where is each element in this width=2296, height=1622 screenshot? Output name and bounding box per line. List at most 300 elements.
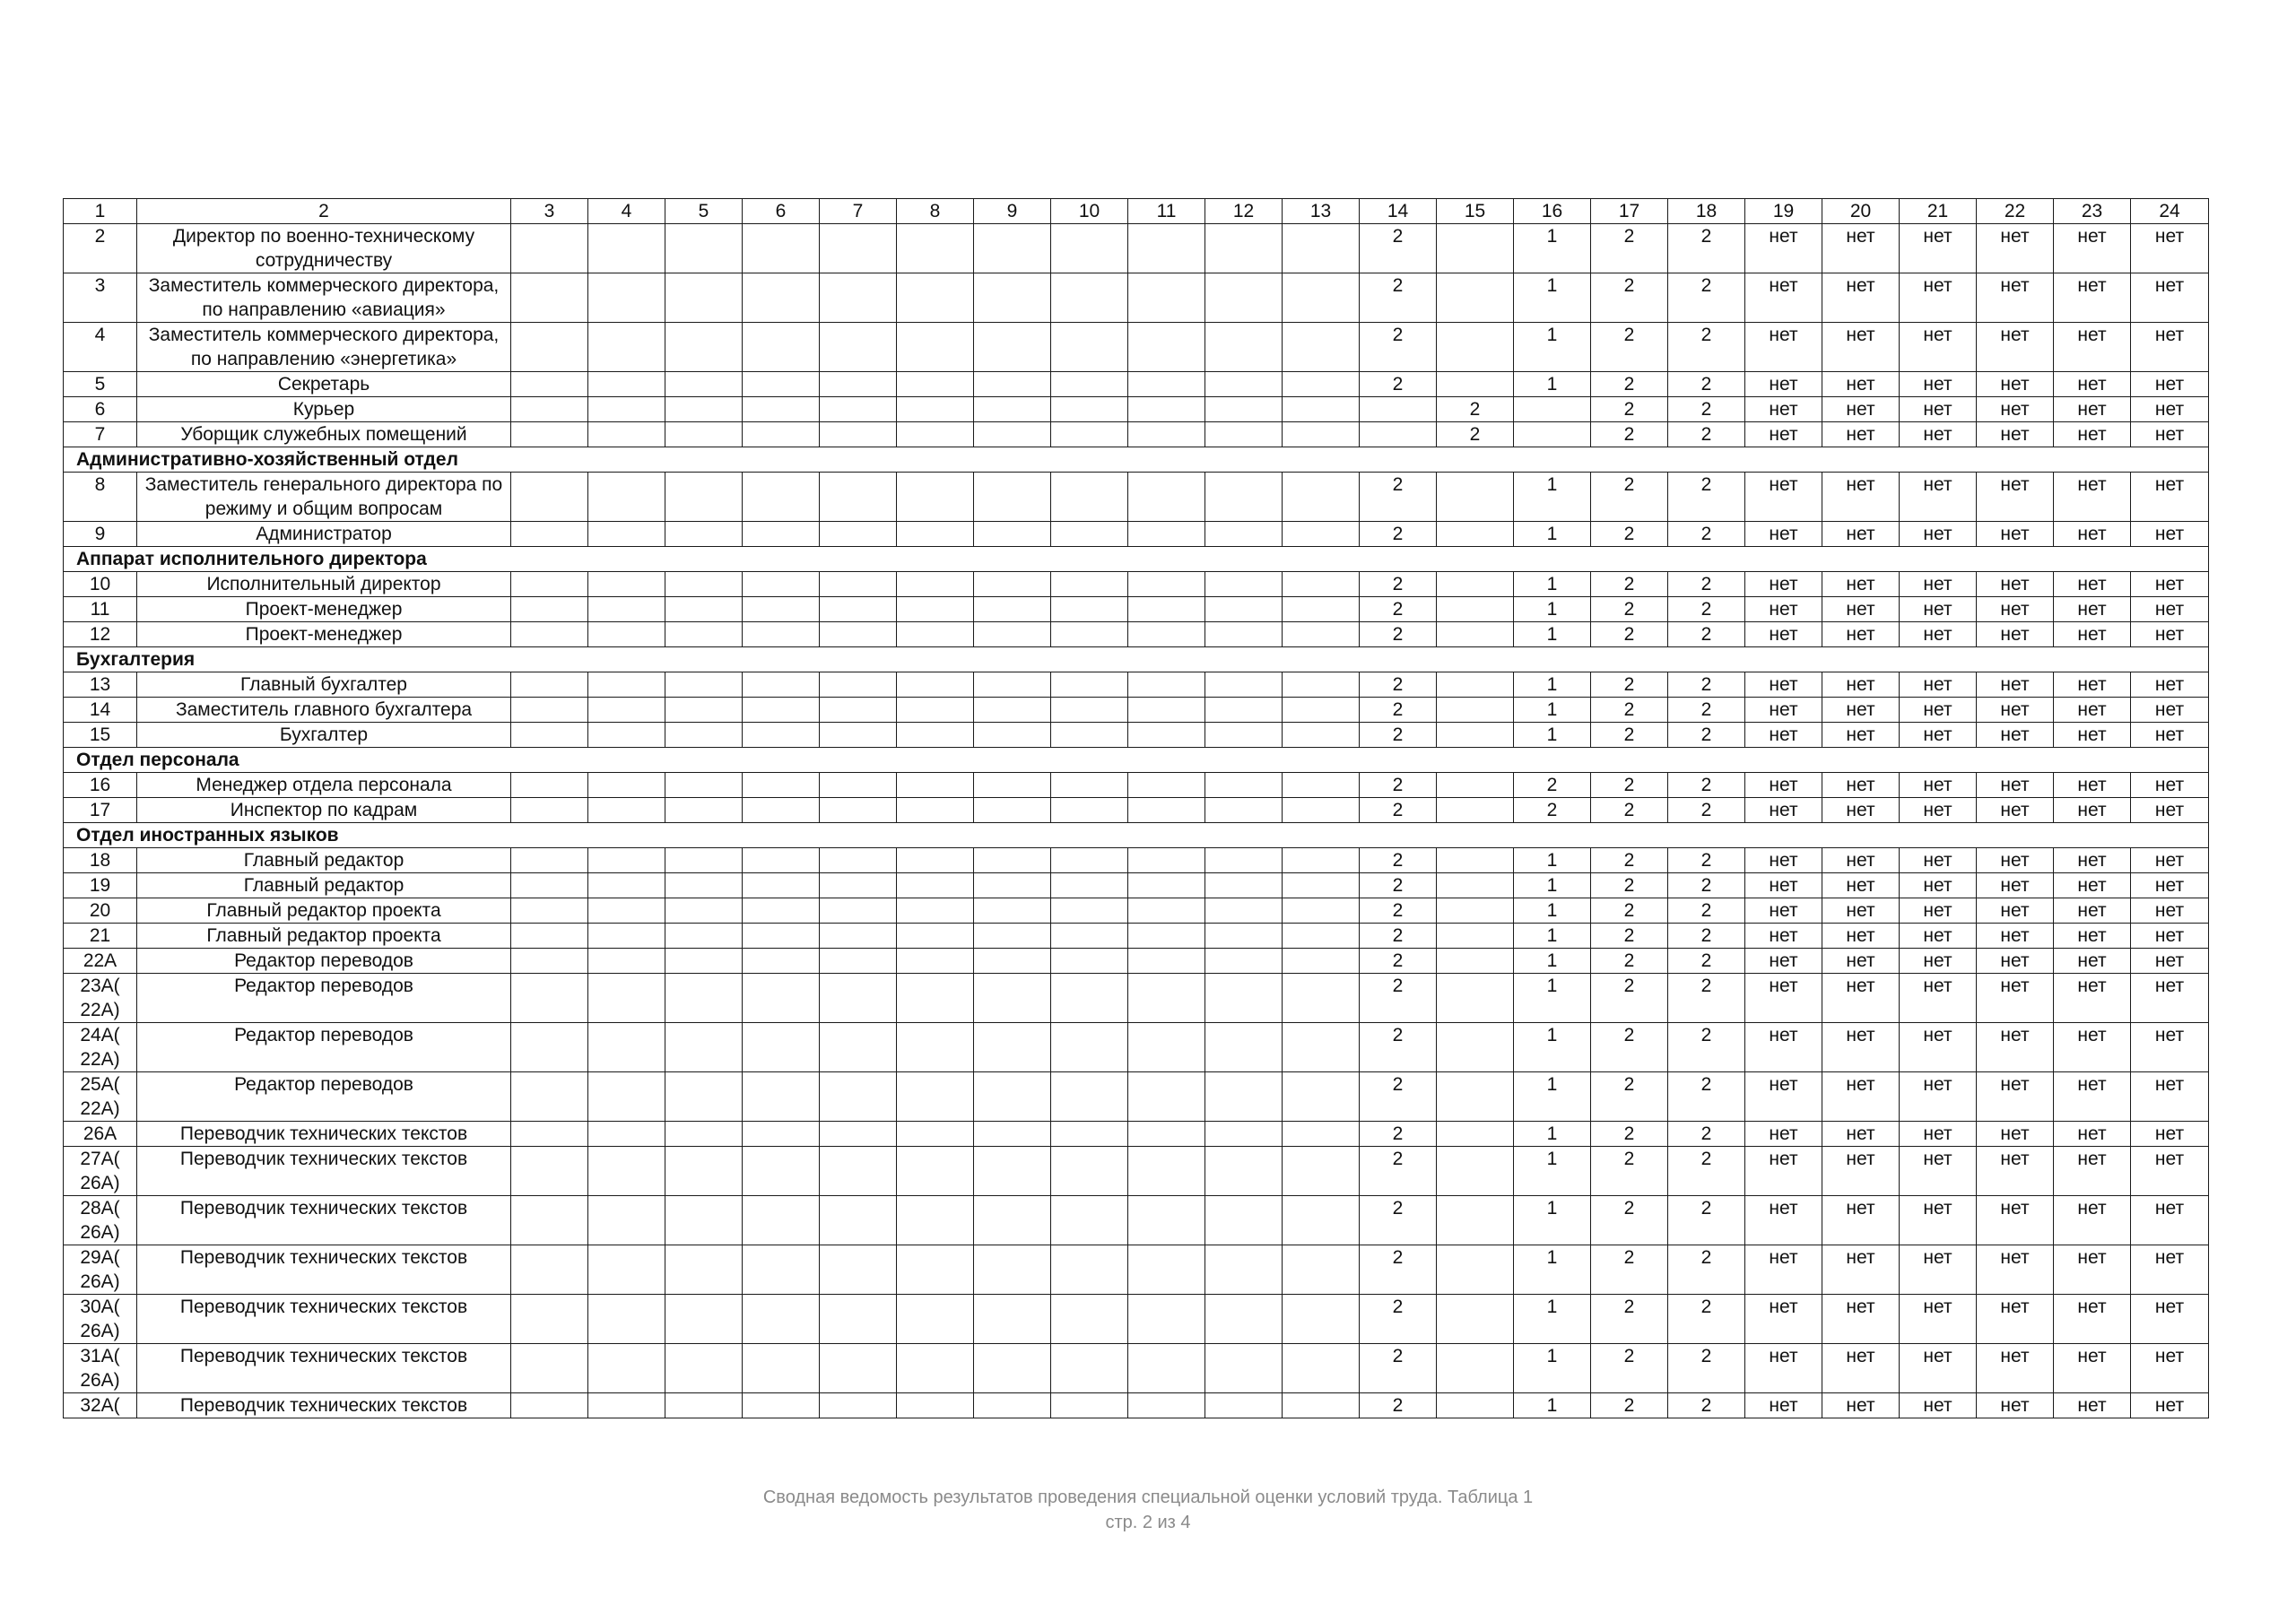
empty-cell: [1205, 898, 1283, 924]
value-cell-15: [1437, 224, 1514, 273]
value-cell-24: нет: [2131, 397, 2209, 422]
header-cell: 8: [897, 199, 974, 224]
value-cell-22: нет: [1977, 798, 2054, 823]
value-cell-17: 2: [1591, 273, 1668, 323]
empty-cell: [588, 949, 665, 974]
empty-cell: [743, 672, 820, 698]
value-cell-16: 1: [1514, 473, 1591, 522]
empty-cell: [1205, 1344, 1283, 1393]
empty-cell: [1128, 422, 1205, 447]
value-cell-23: нет: [2054, 572, 2131, 597]
value-cell-18: 2: [1668, 224, 1745, 273]
value-cell-17: 2: [1591, 323, 1668, 372]
value-cell-15: [1437, 798, 1514, 823]
empty-cell: [1205, 622, 1283, 647]
value-cell-18: 2: [1668, 597, 1745, 622]
value-cell-17: 2: [1591, 672, 1668, 698]
empty-cell: [1128, 572, 1205, 597]
value-cell-23: нет: [2054, 1023, 2131, 1072]
empty-cell: [588, 597, 665, 622]
table-row: [64, 949, 2209, 974]
value-cell-20: нет: [1822, 1147, 1900, 1196]
empty-cell: [1051, 974, 1128, 1023]
table-row: [64, 898, 2209, 924]
value-cell-16: [1514, 397, 1591, 422]
value-cell-23: нет: [2054, 974, 2131, 1023]
empty-cell: [820, 974, 897, 1023]
value-cell-17: 2: [1591, 572, 1668, 597]
value-cell-14: 2: [1360, 898, 1437, 924]
empty-cell: [897, 798, 974, 823]
empty-cell: [511, 1072, 588, 1122]
value-cell-24: нет: [2131, 672, 2209, 698]
value-cell-20: нет: [1822, 422, 1900, 447]
empty-cell: [743, 1023, 820, 1072]
header-cell: 4: [588, 199, 665, 224]
value-cell-14: 2: [1360, 873, 1437, 898]
table-row: [64, 1344, 2209, 1393]
empty-cell: [1051, 1295, 1128, 1344]
value-cell-23: нет: [2054, 873, 2131, 898]
value-cell-21: нет: [1900, 1147, 1977, 1196]
value-cell-21: нет: [1900, 1023, 1977, 1072]
empty-cell: [820, 873, 897, 898]
empty-cell: [897, 723, 974, 748]
value-cell-14: 2: [1360, 848, 1437, 873]
empty-cell: [1128, 848, 1205, 873]
empty-cell: [1283, 898, 1360, 924]
empty-cell: [1051, 224, 1128, 273]
value-cell-15: [1437, 898, 1514, 924]
empty-cell: [1283, 798, 1360, 823]
value-cell-19: нет: [1745, 798, 1822, 823]
empty-cell: [820, 1196, 897, 1245]
value-cell-20: нет: [1822, 924, 1900, 949]
value-cell-19: нет: [1745, 773, 1822, 798]
value-cell-16: 1: [1514, 1393, 1591, 1418]
empty-cell: [743, 323, 820, 372]
empty-cell: [743, 1245, 820, 1295]
empty-cell: [1283, 422, 1360, 447]
table-row: [64, 1245, 2209, 1295]
row-number: 21: [64, 924, 137, 949]
empty-cell: [665, 1245, 743, 1295]
empty-cell: [1128, 622, 1205, 647]
empty-cell: [511, 323, 588, 372]
empty-cell: [743, 572, 820, 597]
empty-cell: [1205, 1295, 1283, 1344]
value-cell-24: нет: [2131, 323, 2209, 372]
empty-cell: [1128, 898, 1205, 924]
empty-cell: [588, 773, 665, 798]
empty-cell: [1051, 1147, 1128, 1196]
empty-cell: [897, 473, 974, 522]
value-cell-15: [1437, 1147, 1514, 1196]
value-cell-17: 2: [1591, 473, 1668, 522]
value-cell-17: 2: [1591, 397, 1668, 422]
row-number: 14: [64, 698, 137, 723]
value-cell-21: нет: [1900, 323, 1977, 372]
empty-cell: [820, 522, 897, 547]
value-cell-21: нет: [1900, 372, 1977, 397]
value-cell-24: нет: [2131, 273, 2209, 323]
empty-cell: [588, 1295, 665, 1344]
value-cell-19: нет: [1745, 397, 1822, 422]
section-title: Аппарат исполнительного директора: [64, 547, 2209, 572]
header-cell: 6: [743, 199, 820, 224]
table-row: [64, 974, 2209, 1023]
table-row: [64, 798, 2209, 823]
row-number: 24А( 22А): [64, 1023, 137, 1072]
empty-cell: [974, 1147, 1051, 1196]
value-cell-16: 1: [1514, 898, 1591, 924]
empty-cell: [1128, 397, 1205, 422]
value-cell-21: нет: [1900, 597, 1977, 622]
empty-cell: [1283, 1245, 1360, 1295]
empty-cell: [1283, 372, 1360, 397]
empty-cell: [1283, 924, 1360, 949]
header-row: [64, 199, 2209, 224]
empty-cell: [1051, 572, 1128, 597]
empty-cell: [511, 798, 588, 823]
value-cell-23: нет: [2054, 848, 2131, 873]
empty-cell: [1128, 773, 1205, 798]
value-cell-14: 2: [1360, 1196, 1437, 1245]
value-cell-16: 1: [1514, 597, 1591, 622]
empty-cell: [897, 224, 974, 273]
value-cell-24: нет: [2131, 422, 2209, 447]
position-name: Переводчик технических текстов: [137, 1122, 511, 1147]
value-cell-14: 2: [1360, 273, 1437, 323]
empty-cell: [588, 848, 665, 873]
empty-cell: [743, 924, 820, 949]
value-cell-23: нет: [2054, 372, 2131, 397]
empty-cell: [1051, 372, 1128, 397]
value-cell-14: 2: [1360, 1295, 1437, 1344]
value-cell-23: нет: [2054, 773, 2131, 798]
empty-cell: [820, 698, 897, 723]
value-cell-22: нет: [1977, 1344, 2054, 1393]
empty-cell: [1128, 1072, 1205, 1122]
empty-cell: [665, 873, 743, 898]
empty-cell: [897, 924, 974, 949]
empty-cell: [1205, 798, 1283, 823]
value-cell-14: 2: [1360, 323, 1437, 372]
value-cell-21: нет: [1900, 898, 1977, 924]
value-cell-24: нет: [2131, 1196, 2209, 1245]
row-number: 7: [64, 422, 137, 447]
empty-cell: [820, 273, 897, 323]
value-cell-22: нет: [1977, 672, 2054, 698]
value-cell-14: 2: [1360, 1023, 1437, 1072]
value-cell-21: нет: [1900, 949, 1977, 974]
value-cell-22: нет: [1977, 848, 2054, 873]
value-cell-14: 2: [1360, 1245, 1437, 1295]
table-row: [64, 597, 2209, 622]
value-cell-21: нет: [1900, 522, 1977, 547]
empty-cell: [1051, 1245, 1128, 1295]
row-number: 11: [64, 597, 137, 622]
sheet: [63, 198, 2198, 1418]
value-cell-20: нет: [1822, 672, 1900, 698]
empty-cell: [974, 698, 1051, 723]
empty-cell: [1128, 1122, 1205, 1147]
value-cell-14: 2: [1360, 672, 1437, 698]
empty-cell: [1205, 473, 1283, 522]
empty-cell: [743, 1072, 820, 1122]
position-name: Менеджер отдела персонала: [137, 773, 511, 798]
position-name: Бухгалтер: [137, 723, 511, 748]
empty-cell: [897, 273, 974, 323]
empty-cell: [665, 672, 743, 698]
position-name: Директор по военно-техническому сотрудничеству: [137, 224, 511, 273]
empty-cell: [897, 1196, 974, 1245]
page-number: стр. 2 из 4: [1105, 1513, 1191, 1532]
empty-cell: [897, 873, 974, 898]
value-cell-20: нет: [1822, 873, 1900, 898]
header-cell: 18: [1668, 199, 1745, 224]
value-cell-22: нет: [1977, 397, 2054, 422]
empty-cell: [820, 1295, 897, 1344]
header-cell: 15: [1437, 199, 1514, 224]
empty-cell: [665, 848, 743, 873]
value-cell-21: нет: [1900, 773, 1977, 798]
table-row: [64, 698, 2209, 723]
value-cell-14: 2: [1360, 622, 1437, 647]
empty-cell: [588, 473, 665, 522]
empty-cell: [820, 773, 897, 798]
value-cell-22: нет: [1977, 1295, 2054, 1344]
empty-cell: [1128, 1147, 1205, 1196]
value-cell-17: 2: [1591, 873, 1668, 898]
value-cell-24: нет: [2131, 848, 2209, 873]
row-number: 2: [64, 224, 137, 273]
row-number: 17: [64, 798, 137, 823]
value-cell-14: 2: [1360, 1147, 1437, 1196]
value-cell-23: нет: [2054, 924, 2131, 949]
value-cell-22: нет: [1977, 1196, 2054, 1245]
empty-cell: [1205, 224, 1283, 273]
value-cell-15: [1437, 273, 1514, 323]
section-title: Бухгалтерия: [64, 647, 2209, 672]
empty-cell: [1128, 873, 1205, 898]
value-cell-22: нет: [1977, 622, 2054, 647]
empty-cell: [1128, 1344, 1205, 1393]
value-cell-16: 1: [1514, 224, 1591, 273]
row-number: 30А( 26А): [64, 1295, 137, 1344]
empty-cell: [665, 1122, 743, 1147]
empty-cell: [897, 1245, 974, 1295]
value-cell-18: 2: [1668, 323, 1745, 372]
empty-cell: [511, 1393, 588, 1418]
position-name: Переводчик технических текстов: [137, 1295, 511, 1344]
empty-cell: [1128, 798, 1205, 823]
empty-cell: [974, 397, 1051, 422]
empty-cell: [1051, 522, 1128, 547]
page-footer: [0, 1485, 2296, 1535]
empty-cell: [820, 1023, 897, 1072]
empty-cell: [1283, 622, 1360, 647]
value-cell-21: нет: [1900, 698, 1977, 723]
value-cell-22: нет: [1977, 1122, 2054, 1147]
empty-cell: [743, 1122, 820, 1147]
empty-cell: [743, 698, 820, 723]
value-cell-14: 2: [1360, 773, 1437, 798]
value-cell-19: нет: [1745, 1344, 1822, 1393]
position-name: Переводчик технических текстов: [137, 1196, 511, 1245]
empty-cell: [511, 723, 588, 748]
empty-cell: [743, 848, 820, 873]
empty-cell: [743, 798, 820, 823]
header-cell: 9: [974, 199, 1051, 224]
empty-cell: [588, 1196, 665, 1245]
value-cell-21: нет: [1900, 1122, 1977, 1147]
position-name: Переводчик технических текстов: [137, 1147, 511, 1196]
empty-cell: [974, 323, 1051, 372]
section-title: Отдел иностранных языков: [64, 823, 2209, 848]
value-cell-22: нет: [1977, 898, 2054, 924]
value-cell-21: нет: [1900, 1344, 1977, 1393]
value-cell-18: 2: [1668, 798, 1745, 823]
value-cell-24: нет: [2131, 698, 2209, 723]
empty-cell: [1205, 522, 1283, 547]
empty-cell: [1051, 273, 1128, 323]
value-cell-19: нет: [1745, 372, 1822, 397]
empty-cell: [1205, 1072, 1283, 1122]
empty-cell: [743, 1344, 820, 1393]
table-row: [64, 397, 2209, 422]
value-cell-16: 1: [1514, 698, 1591, 723]
empty-cell: [1051, 672, 1128, 698]
value-cell-15: 2: [1437, 397, 1514, 422]
value-cell-21: нет: [1900, 273, 1977, 323]
value-cell-22: нет: [1977, 273, 2054, 323]
value-cell-15: [1437, 622, 1514, 647]
position-name: Курьер: [137, 397, 511, 422]
empty-cell: [1283, 672, 1360, 698]
empty-cell: [897, 422, 974, 447]
value-cell-22: нет: [1977, 698, 2054, 723]
value-cell-21: нет: [1900, 422, 1977, 447]
value-cell-20: нет: [1822, 1196, 1900, 1245]
value-cell-16: 1: [1514, 1245, 1591, 1295]
empty-cell: [1205, 1122, 1283, 1147]
empty-cell: [1128, 1245, 1205, 1295]
value-cell-18: 2: [1668, 873, 1745, 898]
empty-cell: [897, 372, 974, 397]
empty-cell: [1283, 949, 1360, 974]
empty-cell: [665, 1196, 743, 1245]
value-cell-22: нет: [1977, 1245, 2054, 1295]
empty-cell: [665, 572, 743, 597]
empty-cell: [974, 773, 1051, 798]
section-title: Административно-хозяйственный отдел: [64, 447, 2209, 473]
value-cell-16: [1514, 422, 1591, 447]
empty-cell: [665, 949, 743, 974]
value-cell-23: нет: [2054, 898, 2131, 924]
header-cell: 3: [511, 199, 588, 224]
value-cell-18: 2: [1668, 949, 1745, 974]
empty-cell: [511, 273, 588, 323]
value-cell-19: нет: [1745, 924, 1822, 949]
empty-cell: [897, 1344, 974, 1393]
value-cell-22: нет: [1977, 372, 2054, 397]
value-cell-15: [1437, 372, 1514, 397]
empty-cell: [588, 924, 665, 949]
empty-cell: [665, 723, 743, 748]
value-cell-18: 2: [1668, 1147, 1745, 1196]
value-cell-14: 2: [1360, 1344, 1437, 1393]
empty-cell: [974, 974, 1051, 1023]
value-cell-16: 1: [1514, 672, 1591, 698]
empty-cell: [974, 1245, 1051, 1295]
value-cell-19: нет: [1745, 1147, 1822, 1196]
empty-cell: [974, 597, 1051, 622]
table-row: [64, 622, 2209, 647]
value-cell-16: 1: [1514, 1147, 1591, 1196]
value-cell-19: нет: [1745, 723, 1822, 748]
empty-cell: [588, 622, 665, 647]
empty-cell: [897, 898, 974, 924]
table-row: [64, 723, 2209, 748]
value-cell-16: 1: [1514, 924, 1591, 949]
empty-cell: [1205, 698, 1283, 723]
value-cell-18: 2: [1668, 773, 1745, 798]
empty-cell: [820, 1344, 897, 1393]
empty-cell: [1283, 873, 1360, 898]
position-name: Редактор переводов: [137, 1072, 511, 1122]
table-row: [64, 1196, 2209, 1245]
value-cell-17: 2: [1591, 698, 1668, 723]
value-cell-22: нет: [1977, 597, 2054, 622]
position-name: Заместитель коммерческого директора, по направлению «авиация»: [137, 273, 511, 323]
value-cell-23: нет: [2054, 949, 2131, 974]
value-cell-18: 2: [1668, 572, 1745, 597]
value-cell-21: нет: [1900, 848, 1977, 873]
value-cell-23: нет: [2054, 672, 2131, 698]
empty-cell: [511, 949, 588, 974]
empty-cell: [1283, 1344, 1360, 1393]
empty-cell: [588, 397, 665, 422]
header-cell: 24: [2131, 199, 2209, 224]
section-title: Отдел персонала: [64, 748, 2209, 773]
value-cell-14: 2: [1360, 597, 1437, 622]
section-row: [64, 547, 2209, 572]
value-cell-24: нет: [2131, 723, 2209, 748]
value-cell-21: нет: [1900, 1393, 1977, 1418]
value-cell-18: 2: [1668, 273, 1745, 323]
value-cell-18: 2: [1668, 473, 1745, 522]
empty-cell: [1283, 597, 1360, 622]
value-cell-21: нет: [1900, 798, 1977, 823]
empty-cell: [897, 773, 974, 798]
empty-cell: [974, 522, 1051, 547]
value-cell-17: 2: [1591, 773, 1668, 798]
position-name: Заместитель генерального директора по режиму и общим вопросам: [137, 473, 511, 522]
empty-cell: [820, 597, 897, 622]
empty-cell: [974, 224, 1051, 273]
empty-cell: [1051, 422, 1128, 447]
value-cell-23: нет: [2054, 1122, 2131, 1147]
value-cell-17: 2: [1591, 974, 1668, 1023]
empty-cell: [665, 372, 743, 397]
empty-cell: [1128, 1393, 1205, 1418]
row-number: 26А: [64, 1122, 137, 1147]
value-cell-20: нет: [1822, 974, 1900, 1023]
value-cell-18: 2: [1668, 372, 1745, 397]
empty-cell: [588, 1023, 665, 1072]
value-cell-19: нет: [1745, 672, 1822, 698]
